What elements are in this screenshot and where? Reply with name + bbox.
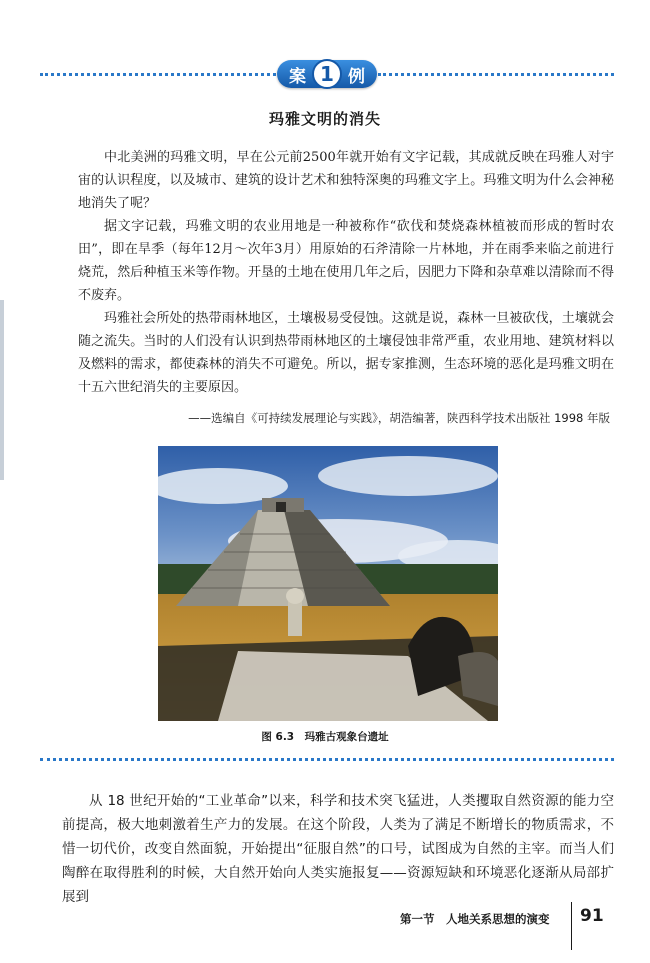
badge-right-char: 例 <box>348 66 365 87</box>
case-paragraph-2: 据文字记载，玛雅文明的农业用地是一种被称作“砍伐和焚烧森林植被而形成的暂时农田”，即在旱季（每年12月～次年3月）用原始的石斧清除一片林地，并在雨季来临之前进行烧荒，然后种植玉米等作物。开垦的土地在使用几年之后，因肥力下降和杂草难以清除而不得不废弃。 <box>78 219 614 303</box>
badge-left-char: 案 <box>289 66 306 87</box>
footer-section-title: 第一节 人地关系思想的演变 <box>400 912 550 926</box>
case-paragraph-3: 玛雅社会所处的热带雨林地区，土壤极易受侵蚀。这就是说，森林一旦被砍伐，土壤就会随之流失。当时的人们没有认识到热带雨林地区的土壤侵蚀非常严重，农业用地、建筑材料以及燃料的需求，都使森林的消失不可避免。所以，据专家推测，生态环境的恶化是玛雅文明在十五六世纪消失的主要原因。 <box>78 311 614 395</box>
page-number: 91 <box>580 906 604 926</box>
case-title: 玛雅文明的消失 <box>268 110 381 128</box>
case-badge <box>277 60 377 88</box>
main-text <box>62 789 614 909</box>
mayan-observatory-photo <box>158 446 498 721</box>
source-citation: ——选编自《可持续发展理论与实践》，胡浩编著，陕西科学技术出版社 1998 年版 <box>188 411 610 425</box>
bottom-dotted-rule <box>40 758 614 761</box>
badge-number: 1 <box>312 59 342 89</box>
top-dotted-rule-right <box>378 73 614 76</box>
footer-separator <box>571 902 572 950</box>
main-paragraph: 从 18 世纪开始的“工业革命”以来，科学和技术突飞猛进，人类攫取自然资源的能力空前提高，极大地刺激着生产力的发展。在这个阶段，人类为了满足不断增长的物质需求，不惜一切代价，改变自然面貌，开始提出“征服自然”的口号，试图成为自然的主宰。而当人们陶醉在取得胜利的时候，大自然开始向人类实施报复——资源短缺和环境恶化逐渐从局部扩展到 <box>62 793 614 905</box>
case-paragraph-1: 中北美洲的玛雅文明，早在公元前2500年就开始有文字记载，其成就反映在玛雅人对宇宙的认识程度，以及城市、建筑的设计艺术和独特深奥的玛雅文字上。玛雅文明为什么会神秘地消失了呢？ <box>78 150 614 211</box>
case-text <box>78 146 614 399</box>
figure-caption: 图 6.3 玛雅古观象台遗址 <box>261 731 389 743</box>
top-dotted-rule-left <box>40 73 276 76</box>
page-edge-strip <box>0 300 4 480</box>
